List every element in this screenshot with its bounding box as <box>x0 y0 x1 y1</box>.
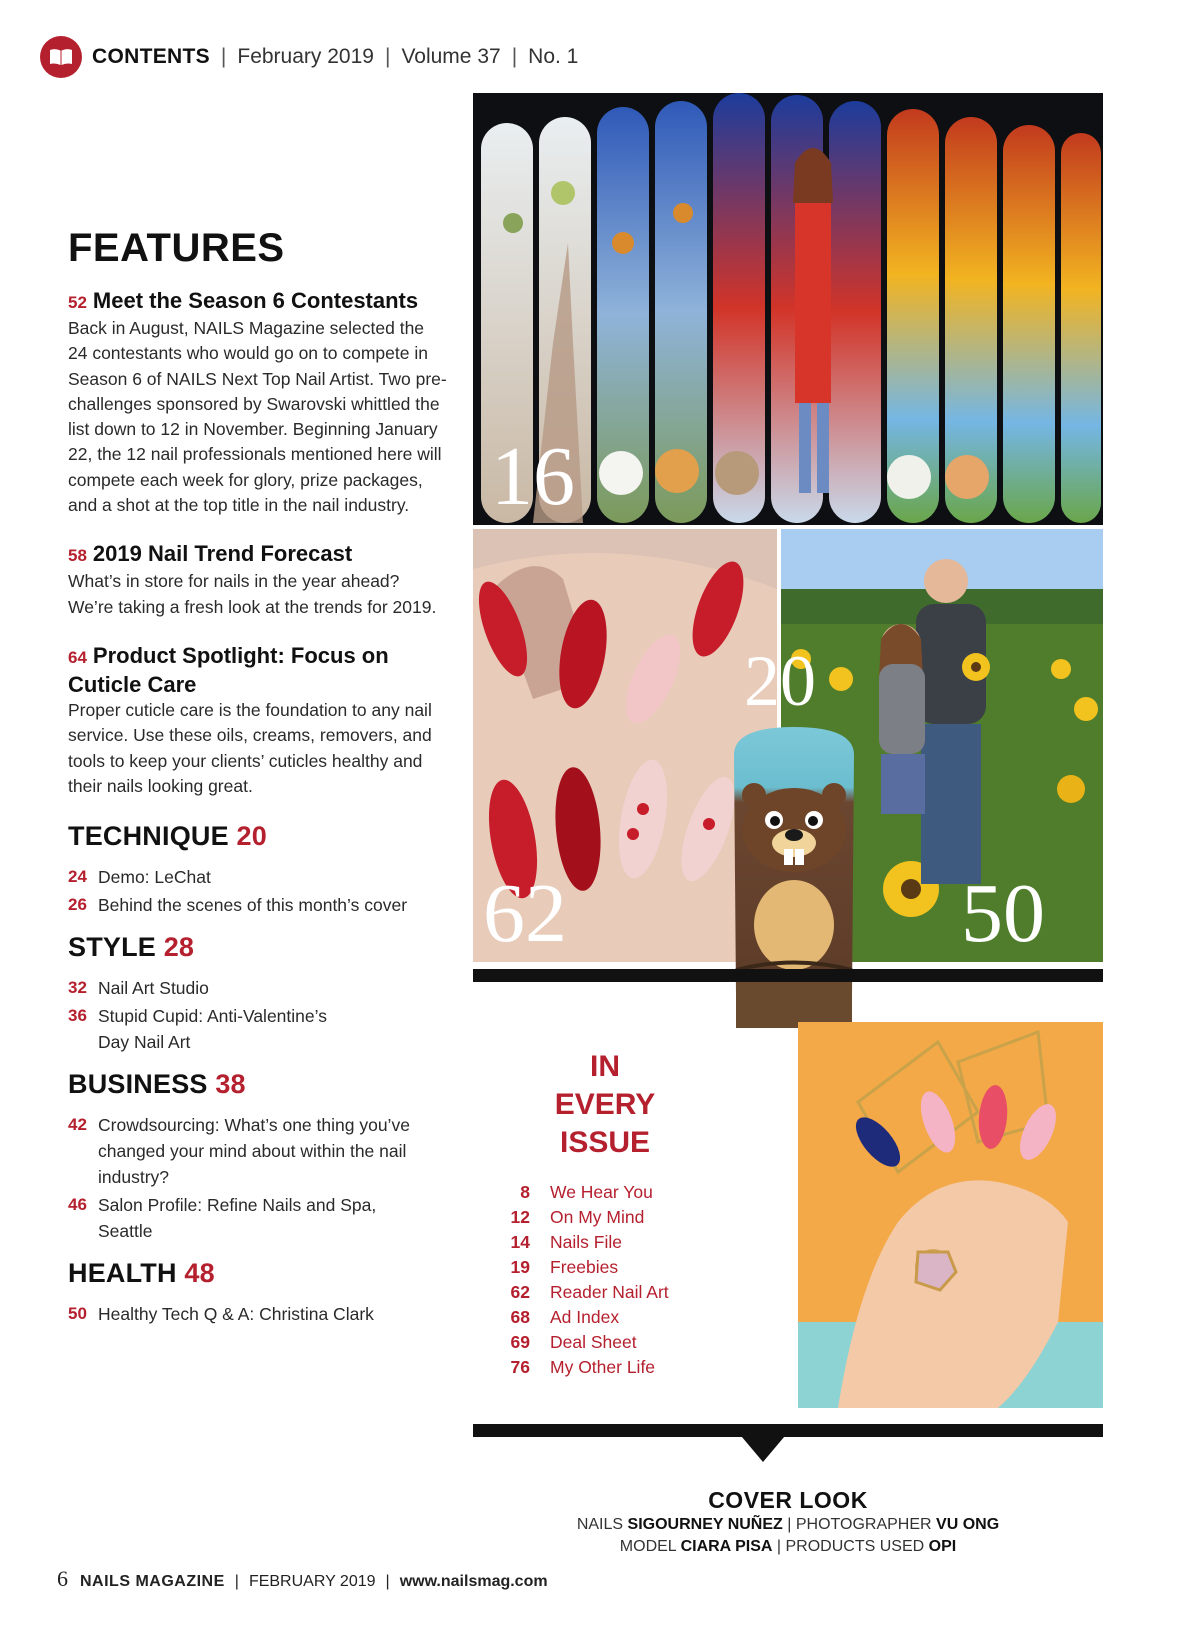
page-number: 6 <box>57 1566 68 1591</box>
feature-description: Proper cuticle care is the foundation to any nail service. Use these oils, creams, removers, and tools to keep your clients’ cuticles healthy and their nails looking great. <box>68 699 432 796</box>
beaver-nail-illustration <box>724 725 864 1030</box>
section-page: 48 <box>184 1258 215 1289</box>
feature-page: 58 <box>68 546 87 566</box>
section-divider-bar <box>473 969 1103 982</box>
feature-article[interactable] <box>68 540 448 620</box>
issue-number: No. 1 <box>528 45 579 68</box>
feature-title: Meet the Season 6 Contestants <box>92 288 419 313</box>
item-page: 42 <box>68 1115 87 1135</box>
item-text: Crowdsourcing: What’s one thing you’ve changed your mind about within the nail industry? <box>98 1115 410 1188</box>
item-text: Demo: LeChat <box>98 867 211 888</box>
item-page: 19 <box>510 1257 530 1277</box>
issue-volume: Volume 37 <box>401 45 501 68</box>
list-item[interactable] <box>68 975 448 1001</box>
credit-name: CIARA PISA <box>680 1538 773 1555</box>
item-text: Nail Art Studio <box>98 978 209 999</box>
every-issue-heading-line: EVERY <box>554 1088 656 1121</box>
list-item[interactable] <box>505 1230 669 1255</box>
feature-title: Product Spotlight: Focus on Cuticle Care <box>68 642 389 697</box>
credit-label: PHOTOGRAPHER <box>795 1516 932 1533</box>
list-item[interactable] <box>68 1003 448 1055</box>
feature-headline <box>68 287 448 316</box>
feature-description: What’s in store for nails in the year ahead? We’re taking a fresh look at the trends for 2019. <box>68 571 437 617</box>
section-title: TECHNIQUE <box>68 821 229 852</box>
item-text: Deal Sheet <box>550 1332 637 1352</box>
item-page: 69 <box>510 1332 530 1352</box>
every-issue-heading-line: IN <box>590 1050 620 1083</box>
photo-page-number: 20 <box>744 641 816 721</box>
feature-article[interactable] <box>68 642 448 799</box>
header-divider: | <box>511 45 518 68</box>
item-page: 32 <box>68 978 87 998</box>
cover-look-divider <box>473 1424 1103 1464</box>
list-item[interactable] <box>505 1255 669 1280</box>
list-item[interactable] <box>68 1112 448 1190</box>
feature-title: 2019 Nail Trend Forecast <box>92 541 353 567</box>
footer-divider: | <box>385 1573 390 1590</box>
item-page: 50 <box>68 1304 87 1324</box>
item-text: Nails File <box>550 1232 622 1252</box>
item-text: Ad Index <box>550 1307 620 1327</box>
section-heading-style[interactable] <box>68 932 448 963</box>
website-link[interactable]: www.nailsmag.com <box>399 1573 548 1590</box>
hand-illustration <box>798 1022 1103 1408</box>
credit-divider: | <box>787 1516 792 1533</box>
issue-month: February 2019 <box>237 45 374 68</box>
item-text: Stupid Cupid: Anti-Valentine’s Day Nail Art <box>98 1006 327 1053</box>
list-item[interactable] <box>68 1192 448 1244</box>
list-item[interactable] <box>505 1330 669 1355</box>
section-heading-health[interactable] <box>68 1258 448 1289</box>
cover-credits-line <box>473 1536 1103 1558</box>
cover-look-credits <box>473 1487 1103 1558</box>
list-item[interactable] <box>505 1205 669 1230</box>
item-page: 8 <box>520 1182 530 1202</box>
chevron-divider-icon <box>473 1424 1103 1464</box>
header-divider: | <box>220 45 227 68</box>
list-item[interactable] <box>505 1305 669 1330</box>
magazine-name: NAILS MAGAZINE <box>80 1573 225 1590</box>
photo-page-number: 62 <box>483 867 567 960</box>
section-page: 38 <box>215 1069 246 1100</box>
photo-nail-art-tips[interactable] <box>473 93 1103 525</box>
item-text: Freebies <box>550 1257 619 1277</box>
features-heading: FEATURES <box>68 226 285 270</box>
item-text: Healthy Tech Q & A: Christina Clark <box>98 1304 374 1325</box>
item-page: 26 <box>68 895 87 915</box>
section-page: 20 <box>236 821 267 852</box>
list-item[interactable] <box>68 892 448 918</box>
item-page: 36 <box>68 1006 87 1026</box>
photo-hand-nail-art[interactable] <box>798 1022 1103 1408</box>
section-page: 28 <box>163 932 195 963</box>
every-issue-list <box>505 1180 669 1380</box>
section-heading-technique[interactable] <box>68 821 448 852</box>
list-item[interactable] <box>505 1280 669 1305</box>
page-header <box>40 36 578 78</box>
contents-title: CONTENTS <box>92 45 210 68</box>
credit-name: VU ONG <box>936 1516 1000 1533</box>
item-page: 12 <box>510 1207 530 1227</box>
feature-description: Back in August, NAILS Magazine selected the 24 contestants who would go on to compete in Season 6 of NAILS Next Top Nail Artist. Two pre-challenges sponsored by Swarovski whittled the list down to 12 in November. Beginning January 22, the 12 nail professionals mentioned here will compete each week for glory, prize packages, and a shot at the top title in the nail industry. <box>68 318 447 516</box>
item-text: Behind the scenes of this month’s cover <box>98 895 408 916</box>
item-page: 46 <box>68 1195 87 1215</box>
list-item[interactable] <box>505 1180 669 1205</box>
credit-label: NAILS <box>576 1516 624 1533</box>
credit-label: MODEL <box>619 1538 677 1555</box>
footer-divider: | <box>234 1573 239 1590</box>
item-text: Reader Nail Art <box>550 1282 669 1302</box>
credit-name: OPI <box>928 1538 957 1555</box>
every-issue-heading-line: ISSUE <box>559 1126 651 1159</box>
book-icon <box>40 36 82 78</box>
item-page: 62 <box>510 1282 530 1302</box>
item-page: 24 <box>68 867 87 887</box>
credit-name: SIGOURNEY NUÑEZ <box>627 1516 783 1533</box>
feature-headline <box>68 642 448 698</box>
credit-divider: | <box>776 1538 782 1555</box>
section-title: BUSINESS <box>68 1069 208 1100</box>
cover-look-title: COVER LOOK <box>708 1487 868 1513</box>
photo-page-number: 16 <box>491 430 575 523</box>
contents-left-column <box>68 226 448 1329</box>
feature-headline <box>68 540 448 569</box>
feature-page: 52 <box>68 293 87 312</box>
item-page: 68 <box>510 1307 530 1327</box>
page-footer <box>57 1566 548 1592</box>
item-page: 14 <box>510 1232 530 1252</box>
list-item[interactable] <box>68 1301 448 1327</box>
section-heading-business[interactable] <box>68 1069 448 1100</box>
cover-credits-line <box>473 1514 1103 1536</box>
list-item[interactable] <box>68 864 448 890</box>
every-issue-heading <box>540 1048 670 1162</box>
credit-label: PRODUCTS USED <box>785 1538 925 1555</box>
footer-date: FEBRUARY 2019 <box>248 1573 376 1590</box>
item-text: My Other Life <box>550 1357 656 1377</box>
feature-page: 64 <box>68 647 87 667</box>
photo-page-number: 50 <box>961 867 1045 960</box>
item-text: On My Mind <box>550 1207 645 1227</box>
section-title: HEALTH <box>68 1258 177 1289</box>
photo-beaver-nail[interactable] <box>724 641 864 1030</box>
feature-article[interactable] <box>68 287 448 518</box>
list-item[interactable] <box>505 1355 669 1380</box>
item-text: We Hear You <box>550 1182 653 1202</box>
section-title: STYLE <box>68 932 157 963</box>
header-divider: | <box>384 45 391 68</box>
item-page: 76 <box>510 1357 530 1377</box>
item-text: Salon Profile: Refine Nails and Spa, Seattle <box>98 1195 377 1242</box>
